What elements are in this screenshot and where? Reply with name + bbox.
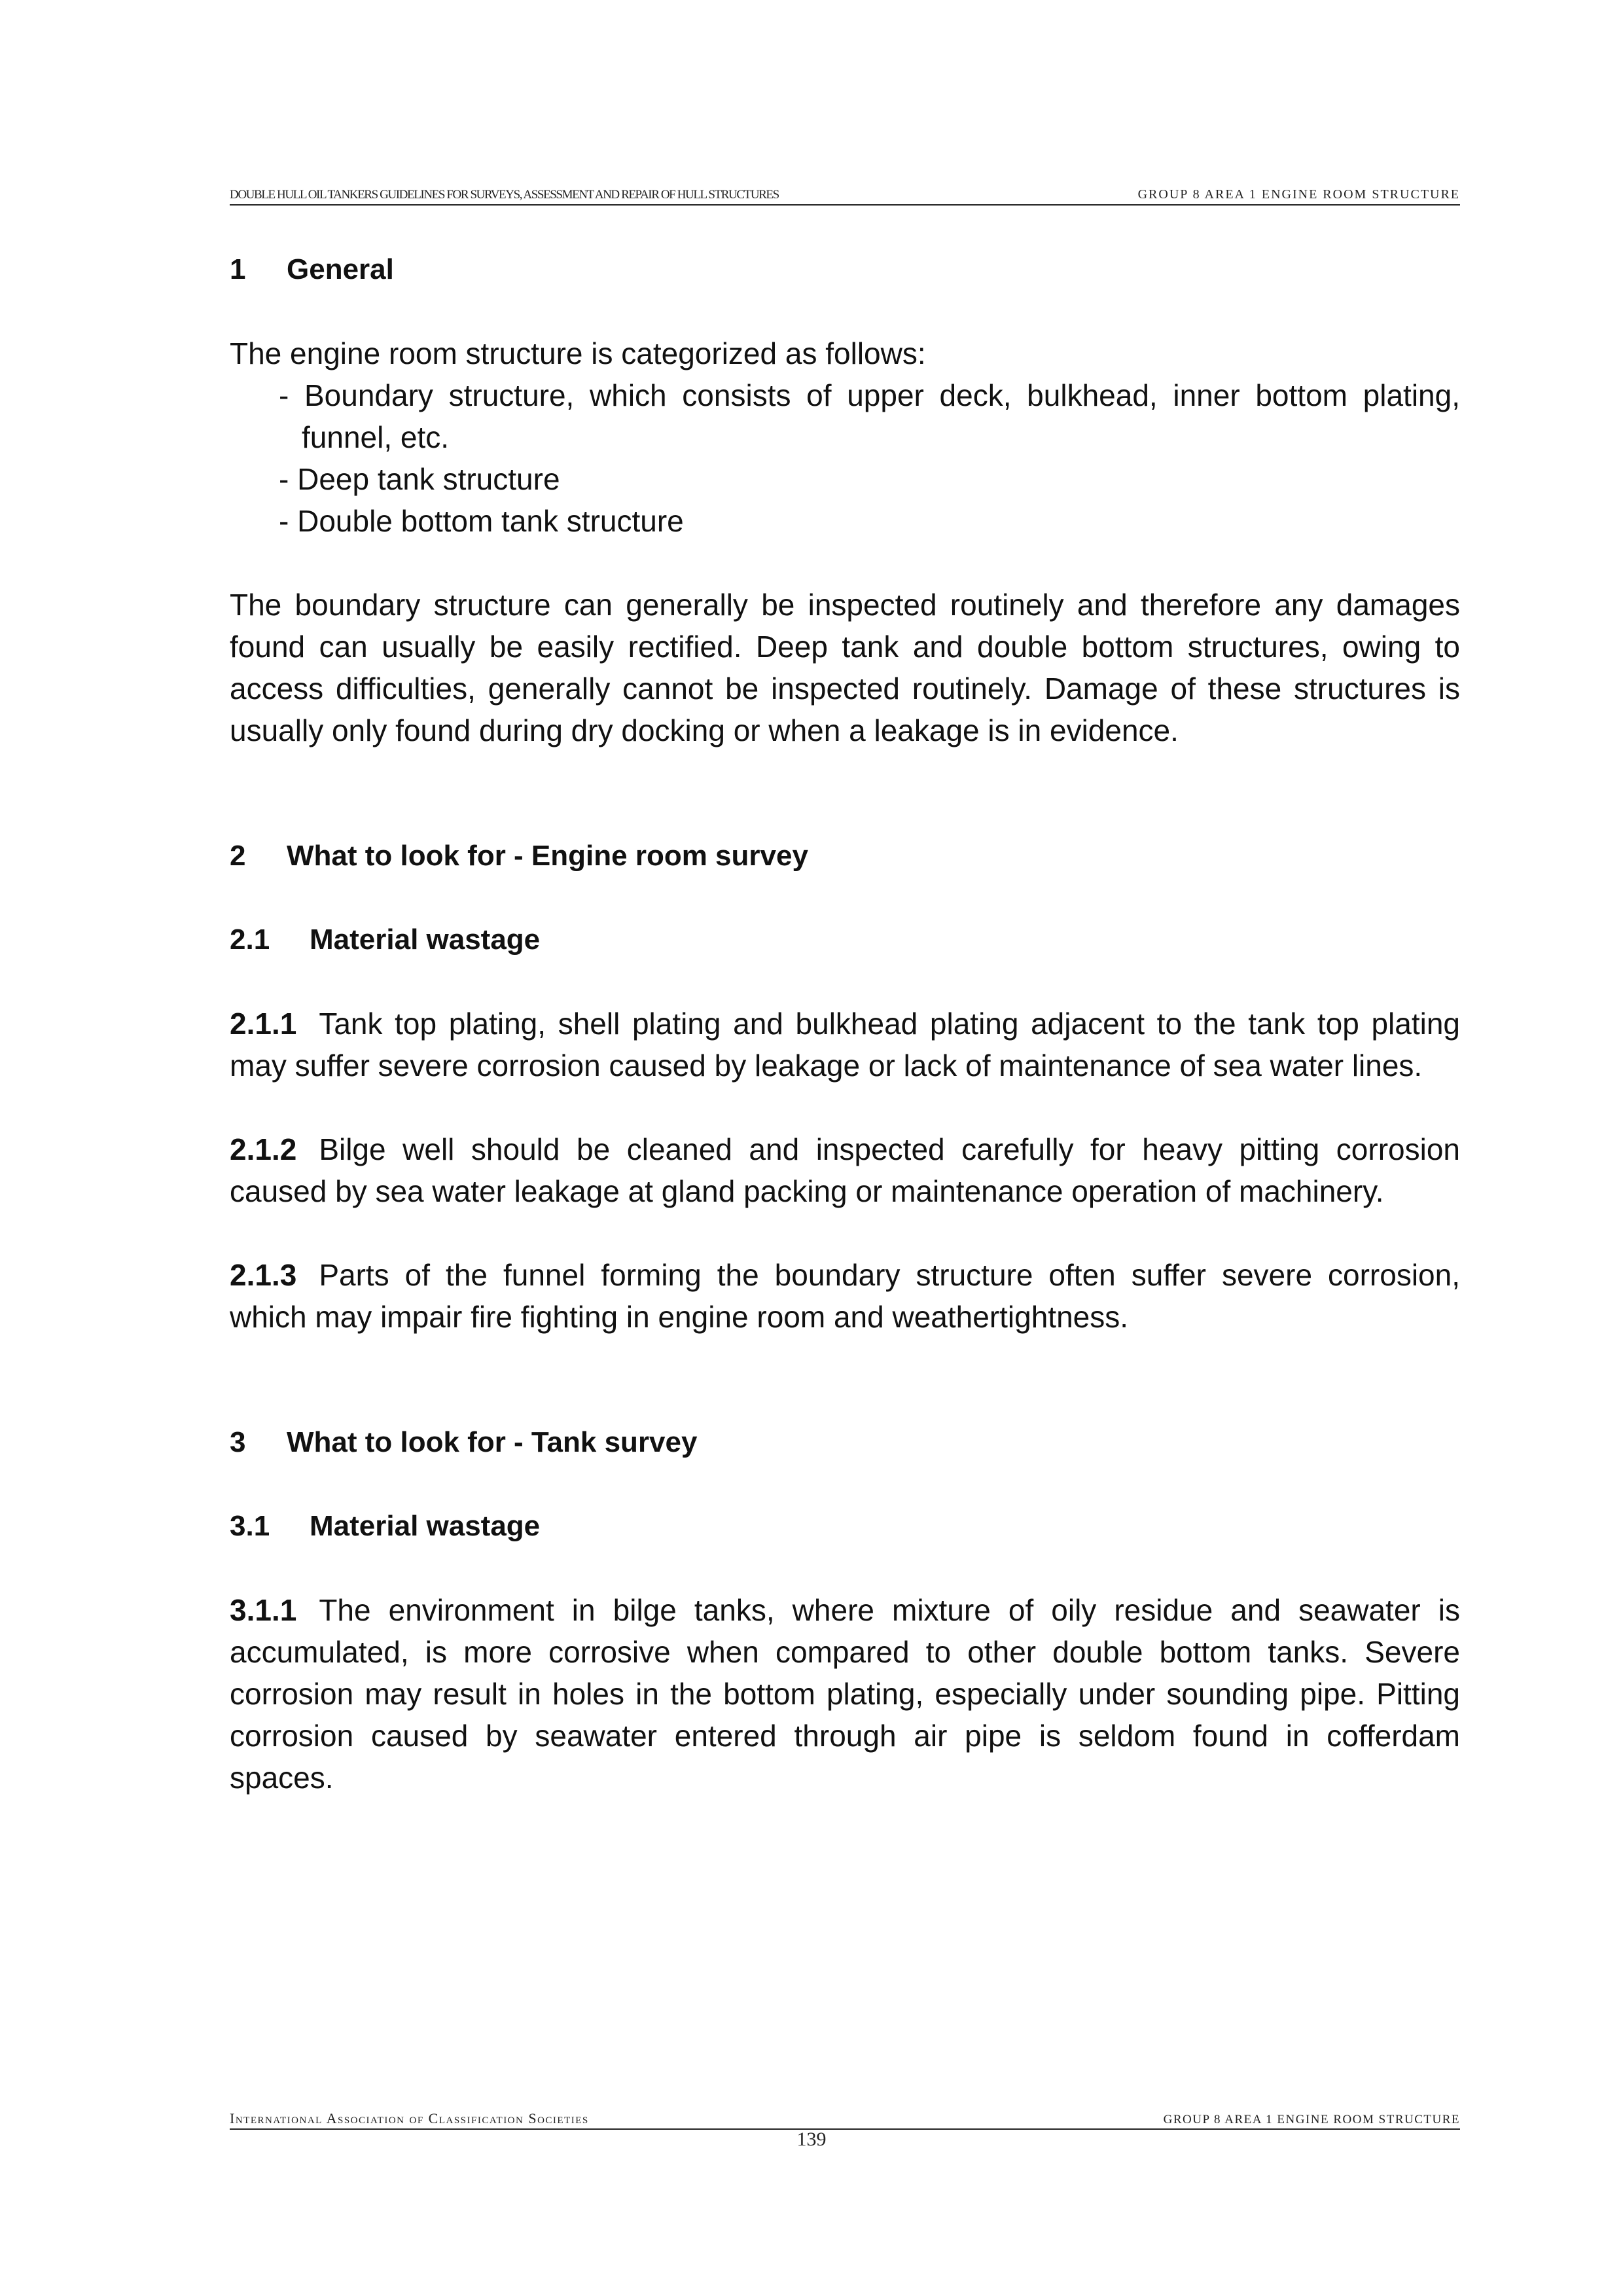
section-3-heading	[230, 1422, 1460, 1463]
paragraph-number: 2.1.1	[230, 1007, 297, 1041]
header-document-title: DOUBLE HULL OIL TANKERS GUIDELINES FOR SURVEYS, ASSESSMENT AND REPAIR OF HULL STRUCTURES	[230, 188, 779, 202]
section-1-intro: The engine room structure is categorized as follows:	[230, 336, 926, 370]
paragraph-number: 3.1.1	[230, 1593, 297, 1627]
paragraph-number: 2.1.3	[230, 1258, 297, 1292]
page-header	[230, 183, 1460, 206]
list-item: - Double bottom tank structure	[279, 504, 684, 538]
section-number: 3	[230, 1426, 246, 1458]
structure-category-list	[230, 374, 1460, 542]
section-1-heading	[230, 249, 1460, 291]
subsection-title: Material wastage	[310, 1510, 541, 1542]
paragraph-text: Tank top plating, shell plating and bulkhead plating adjacent to the tank top plating may suffer severe corrosion caused by leakage or lack of maintenance of sea water lines.	[230, 1007, 1460, 1083]
page-body	[230, 249, 1460, 1799]
footer-organization: International Association of Classification Societies	[230, 2110, 589, 2126]
header-section-title: GROUP 8 AREA 1 ENGINE ROOM STRUCTURE	[1137, 187, 1460, 202]
section-number: 2	[230, 840, 246, 872]
section-2-heading	[230, 835, 1460, 877]
section-title: What to look for - Engine room survey	[287, 840, 808, 872]
page-footer	[230, 2109, 1460, 2130]
section-title: What to look for - Tank survey	[287, 1426, 698, 1458]
paragraph-text: The environment in bilge tanks, where mixture of oily residue and seawater is accumulated, is more corrosive when compared to other double bottom tanks. Severe corrosion may result in holes in the bottom plating, especially under sounding pipe. Pitting corrosion caused by seawater entered through air pipe is seldom found in cofferdam spaces.	[230, 1593, 1460, 1795]
footer-section-title: GROUP 8 AREA 1 ENGINE ROOM STRUCTURE	[1163, 2113, 1460, 2126]
paragraph-3-1-1	[230, 1589, 1460, 1799]
paragraph-text: Bilge well should be cleaned and inspected carefully for heavy pitting corrosion caused by sea water leakage at gland packing or maintenance operation of machinery.	[230, 1132, 1460, 1208]
paragraph-2-1-1	[230, 1003, 1460, 1086]
section-1-paragraph: The boundary structure can generally be inspected routinely and therefore any damages found can usually be easily rectified. Deep tank and double bottom structures, owing to access difficulties, generally cannot be inspected routinely. Damage of these structures is usually only found during dry docking or when a leakage is in evidence.	[230, 588, 1460, 747]
subsection-number: 2.1	[230, 924, 270, 956]
paragraph-2-1-2	[230, 1128, 1460, 1212]
list-item: - Deep tank structure	[279, 462, 560, 496]
section-number: 1	[230, 253, 246, 285]
list-item: - Boundary structure, which consists of upper deck, bulkhead, inner bottom plating, funnel, etc.	[279, 378, 1460, 454]
subsection-3-1-heading	[230, 1505, 1460, 1547]
page-number: 139	[796, 2128, 827, 2150]
subsection-number: 3.1	[230, 1510, 270, 1542]
subsection-2-1-heading	[230, 919, 1460, 961]
paragraph-number: 2.1.2	[230, 1132, 297, 1166]
section-title: General	[287, 253, 394, 285]
paragraph-text: Parts of the funnel forming the boundary structure often suffer severe corrosion, which may impair fire fighting in engine room and weathertightness.	[230, 1258, 1460, 1334]
paragraph-2-1-3	[230, 1254, 1460, 1338]
subsection-title: Material wastage	[310, 924, 541, 956]
